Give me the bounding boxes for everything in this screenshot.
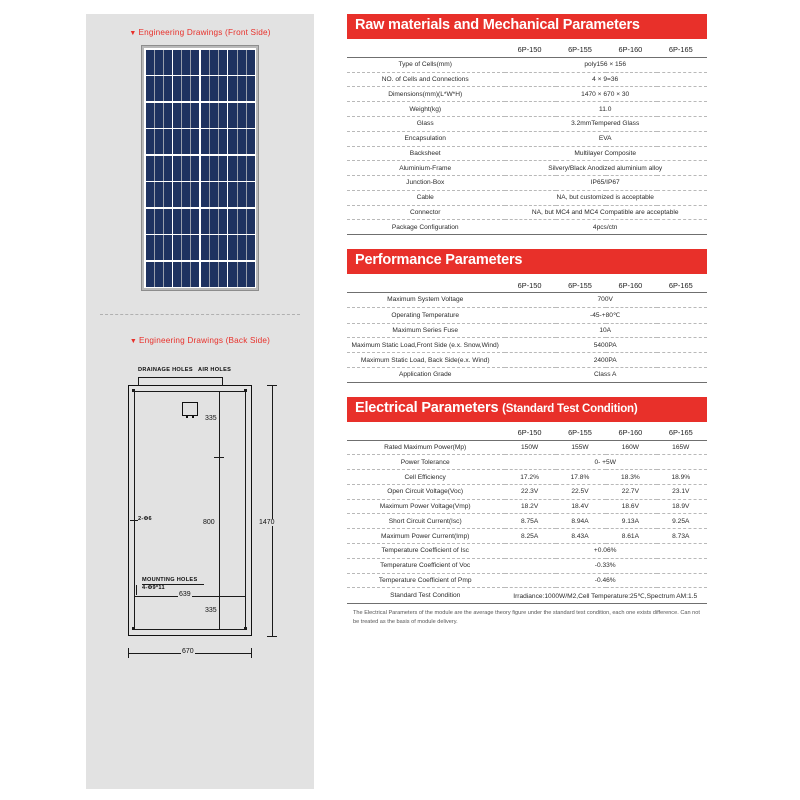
row-label: Maximum Static Load, Back Side(e.x. Wind)	[360, 356, 490, 364]
dim-335-top: 335	[205, 415, 217, 422]
raw-materials-heading: Raw materials and Mechanical Parameters	[347, 14, 707, 39]
row-value-3: 9.25A	[672, 517, 690, 525]
technical-drawing-back	[86, 353, 314, 673]
solar-cell	[228, 209, 254, 234]
row-label: Maximum Power Voltage(Vmp)	[379, 503, 471, 511]
electrical-heading-sub: (Standard Test Condition)	[502, 402, 638, 415]
section-electrical	[347, 397, 707, 627]
row-value-2: 18.3%	[621, 473, 640, 481]
performance-table	[347, 277, 707, 383]
row-value-0: 150W	[520, 443, 539, 451]
table-row	[347, 116, 707, 131]
solar-panel-front-illustration	[141, 45, 259, 291]
row-value-1: 22.5V	[571, 488, 589, 496]
row-label: Power Tolerance	[400, 458, 450, 466]
junction-box-lead-right	[192, 415, 194, 418]
row-value-0: 18.2V	[520, 503, 539, 511]
table-row	[347, 307, 707, 323]
row-value-2: 160W	[621, 443, 639, 451]
solar-cell	[146, 76, 172, 101]
header-model-3: 6P-165	[668, 428, 693, 438]
table-row	[347, 72, 707, 87]
table-row	[347, 558, 707, 573]
caret-icon: ▼	[129, 30, 137, 37]
solar-cell	[173, 50, 199, 75]
table-row	[347, 367, 707, 382]
dim-tick-670-right	[251, 648, 252, 658]
row-value: +0.06%	[593, 547, 617, 555]
row-value: NA, but customized is acceptable	[556, 194, 654, 202]
row-label: Package Configuration	[391, 223, 459, 231]
dim-800: 800	[203, 519, 215, 526]
table-header-row	[347, 425, 707, 440]
solar-cell	[228, 50, 254, 75]
row-label: Short Circuit Current(Isc)	[388, 517, 462, 525]
solar-cell	[146, 182, 172, 207]
dim-line-1470	[272, 385, 273, 636]
header-model-2: 6P-160	[618, 428, 643, 438]
engineering-drawings-panel	[86, 14, 314, 789]
drainage-leader	[138, 377, 139, 386]
table-row	[347, 176, 707, 191]
solar-cell	[146, 50, 172, 75]
table-row	[347, 455, 707, 470]
solar-cell	[201, 262, 227, 287]
corner-mark-tr	[244, 389, 247, 392]
row-label: Standard Test Condition	[390, 592, 461, 600]
back-side-drawing-block	[86, 336, 314, 673]
solar-cell	[201, 209, 227, 234]
table-row	[347, 440, 707, 455]
table-row	[347, 544, 707, 559]
row-value-3: 8.73A	[672, 532, 690, 540]
row-label: Operating Temperature	[391, 311, 460, 319]
row-value: IP65/IP67	[590, 179, 620, 187]
caret-icon: ▼	[129, 338, 138, 345]
row-value: 1470 × 670 × 30	[581, 90, 630, 98]
solar-cell	[173, 235, 199, 260]
row-value-1: 18.4V	[571, 503, 589, 511]
header-blank	[347, 425, 505, 440]
dim-tick-1470-bottom	[267, 636, 277, 637]
table-row	[347, 338, 707, 353]
table-row	[347, 146, 707, 161]
solar-cell	[173, 209, 199, 234]
solar-cell	[146, 103, 172, 128]
dim-tick-1470-top	[267, 385, 277, 386]
electrical-heading	[347, 397, 707, 422]
dim-335-bottom: 335	[205, 607, 217, 614]
solar-cell	[146, 235, 172, 260]
row-value-0: 22.3V	[520, 488, 539, 496]
mounting-holes-label: MOUNTING HOLES	[142, 577, 198, 583]
dim-1470: 1470	[259, 519, 275, 526]
dim-670: 670	[182, 648, 194, 655]
dim-tick-335-top	[214, 457, 224, 458]
row-value: Multilayer Composite	[574, 149, 636, 157]
mounting-leader	[136, 585, 137, 595]
row-value: 10A	[599, 326, 612, 334]
solar-cell	[173, 129, 199, 154]
row-label: Cell Efficiency	[404, 473, 446, 481]
table-row	[347, 161, 707, 176]
corner-mark-tl	[132, 389, 135, 392]
row-label: Junction-Box	[406, 179, 445, 187]
header-model-3: 6P-165	[668, 280, 693, 290]
table-row	[347, 131, 707, 146]
frame-inner-top	[134, 391, 246, 392]
electrical-table	[347, 425, 707, 604]
table-row	[347, 484, 707, 499]
row-value: 4 × 9=36	[592, 76, 619, 83]
drawing-divider	[100, 314, 300, 315]
row-label: Type of Cells(mm)	[398, 61, 452, 69]
header-blank	[347, 277, 505, 292]
header-model-1: 6P-155	[568, 428, 592, 438]
solar-cell	[173, 182, 199, 207]
row-value-0: 8.75A	[520, 517, 539, 525]
table-header-row	[347, 277, 707, 292]
table-row	[347, 102, 707, 117]
row-value-3: 165W	[672, 443, 690, 451]
header-model-0: 6P-150	[517, 280, 542, 290]
row-label: Maximum System Voltage	[387, 296, 464, 304]
row-label: Temperature Coefficient of Pmp	[378, 576, 472, 584]
drainage-holes-label: DRAINAGE HOLES	[138, 367, 193, 373]
solar-cell	[173, 76, 199, 101]
header-model-3: 6P-165	[668, 45, 693, 55]
row-label: Temperature Coefficient of Isc	[381, 547, 469, 555]
row-value: -0.33%	[594, 562, 616, 570]
air-holes-label: AIR HOLES	[198, 367, 232, 373]
back-drawing-title-text: Engineering Drawings (Back Side)	[139, 336, 271, 345]
header-model-2: 6P-160	[618, 280, 643, 290]
row-value: 2400PA	[593, 356, 617, 364]
row-value-3: 18.9V	[672, 503, 690, 511]
solar-cell	[173, 103, 199, 128]
electrical-footnote: The Electrical Parameters of the module are the average theory figure under the standard test condition, each one exists difference. Can not be treated as the basis of module delivery.	[353, 610, 700, 625]
row-value-2: 9.13A	[621, 517, 639, 525]
row-value-0: 8.25A	[520, 532, 539, 540]
electrical-heading-main: Electrical Parameters	[355, 399, 499, 416]
header-model-1: 6P-155	[568, 280, 592, 290]
solar-cell	[228, 235, 254, 260]
grounding-holes-label: 2-Φ6	[138, 516, 152, 522]
row-label: Open Circuit Voltage(Voc)	[387, 488, 464, 496]
table-row	[347, 57, 707, 72]
row-value-1: 8.43A	[571, 532, 589, 540]
solar-cell	[173, 262, 199, 287]
dim-639: 639	[179, 591, 191, 598]
solar-cell	[228, 76, 254, 101]
row-value-0: 17.2%	[520, 473, 539, 481]
frame-outer-right	[251, 385, 252, 636]
table-row	[347, 529, 707, 544]
table-row	[347, 470, 707, 485]
solar-cell	[201, 235, 227, 260]
back-drawing-title	[86, 336, 314, 345]
junction-box-lead-left	[186, 415, 188, 418]
hole-label-underline	[138, 377, 222, 378]
row-value: Silvery/Black Anodized aluminium alloy	[548, 164, 663, 172]
row-label: Weight(kg)	[409, 105, 442, 113]
table-row	[347, 293, 707, 308]
row-value-3: 18.9%	[671, 473, 691, 481]
solar-cell	[146, 156, 172, 181]
row-label: Encapsulation	[404, 135, 446, 143]
corner-mark-bl	[132, 627, 135, 630]
solar-cell	[201, 50, 227, 75]
row-label: Application Grade	[398, 371, 452, 379]
table-row	[347, 87, 707, 102]
frame-outer-bottom	[128, 635, 252, 636]
row-value-2: 22.7V	[621, 488, 639, 496]
row-label: Backsheet	[409, 149, 441, 157]
solar-cell	[201, 76, 227, 101]
junction-box-symbol	[182, 402, 198, 416]
solar-cell	[228, 156, 254, 181]
row-value-1: 8.94A	[571, 517, 589, 525]
row-value: 4pcs/ctn	[592, 223, 618, 231]
row-value: -45-+80℃	[590, 312, 621, 320]
row-value-3: 23.1V	[672, 488, 690, 496]
row-value: Irradiance:1000W/M2,Cell Temperature:25℃,Spectrum AM:1.5	[513, 592, 698, 600]
mounting-label-underline	[142, 584, 204, 585]
row-value: 700V	[597, 296, 613, 304]
section-raw-materials	[347, 14, 707, 235]
table-row	[347, 499, 707, 514]
table-row	[347, 573, 707, 588]
section-performance	[347, 249, 707, 383]
row-label: Dimensions(mm)(L*W*H)	[388, 90, 463, 98]
row-label: NO. of Cells and Connections	[381, 76, 469, 83]
frame-inner-left	[134, 391, 135, 629]
table-row	[347, 514, 707, 529]
row-value: poly156 × 156	[584, 61, 627, 69]
row-label: Maximum Power Current(Imp)	[381, 532, 470, 540]
table-row	[347, 353, 707, 368]
row-value: -0.46%	[594, 576, 616, 584]
performance-heading: Performance Parameters	[347, 249, 707, 274]
row-value: NA, but MC4 and MC4 Compatible are acceptable	[531, 209, 679, 217]
air-leader	[222, 377, 223, 386]
row-value: Class A	[594, 371, 617, 379]
parameters-panel	[347, 14, 707, 634]
front-drawing-title	[86, 28, 314, 37]
solar-cell	[228, 182, 254, 207]
front-drawing-title-text: Engineering Drawings (Front Side)	[138, 28, 271, 37]
solar-cell	[146, 262, 172, 287]
solar-cell	[228, 262, 254, 287]
header-model-0: 6P-150	[517, 45, 542, 55]
header-model-2: 6P-160	[618, 45, 643, 55]
header-model-0: 6P-150	[517, 428, 542, 438]
grounding-leader	[130, 520, 138, 521]
header-model-1: 6P-155	[568, 45, 592, 55]
table-header-row	[347, 42, 707, 57]
table-row	[347, 220, 707, 235]
row-value-1: 155W	[571, 443, 589, 451]
dim-tick-800-bottom	[214, 596, 224, 597]
raw-materials-table	[347, 42, 707, 235]
solar-cell	[201, 103, 227, 128]
solar-cell	[201, 182, 227, 207]
solar-cell-grid	[144, 48, 256, 288]
row-value-1: 17.8%	[570, 473, 590, 481]
row-value-2: 18.6V	[621, 503, 639, 511]
header-blank	[347, 42, 505, 57]
solar-cell	[228, 103, 254, 128]
solar-cell	[228, 129, 254, 154]
mounting-holes-spec-label: 4-Φ9*11	[142, 585, 165, 591]
row-value-2: 8.61A	[621, 532, 639, 540]
row-value: EVA	[598, 135, 612, 143]
row-label: Cable	[416, 194, 434, 202]
solar-cell	[201, 156, 227, 181]
table-row	[347, 205, 707, 220]
frame-inner-right	[245, 391, 246, 629]
table-row	[347, 323, 707, 338]
solar-cell	[146, 129, 172, 154]
row-label: Rated Maximum Power(Mp)	[384, 443, 467, 451]
frame-outer-top	[128, 385, 252, 386]
row-label: Maximum Series Fuse	[392, 326, 458, 334]
row-value: 3.2mmTempered Glass	[571, 120, 640, 128]
row-label: Temperature Coefficient of Voc	[380, 562, 471, 570]
row-label: Aluminium-Frame	[399, 164, 452, 172]
front-side-drawing-block	[86, 28, 314, 291]
table-row	[347, 588, 707, 604]
row-label: Connector	[409, 209, 441, 217]
corner-mark-br	[244, 627, 247, 630]
frame-outer-left	[128, 385, 129, 636]
row-value: 5400PA	[593, 341, 617, 349]
row-label: Glass	[416, 120, 434, 128]
solar-cell	[146, 209, 172, 234]
dim-tick-670-left	[128, 648, 129, 658]
row-value: 0- +5W	[594, 458, 616, 466]
solar-cell	[201, 129, 227, 154]
dim-chain-vertical	[219, 391, 220, 629]
frame-inner-bottom	[134, 629, 246, 630]
solar-cell	[173, 156, 199, 181]
table-row	[347, 190, 707, 205]
row-label: Maximum Static Load,Front Side (e.x. Snow,Wind)	[351, 341, 499, 349]
row-value: 11.0	[599, 105, 612, 113]
